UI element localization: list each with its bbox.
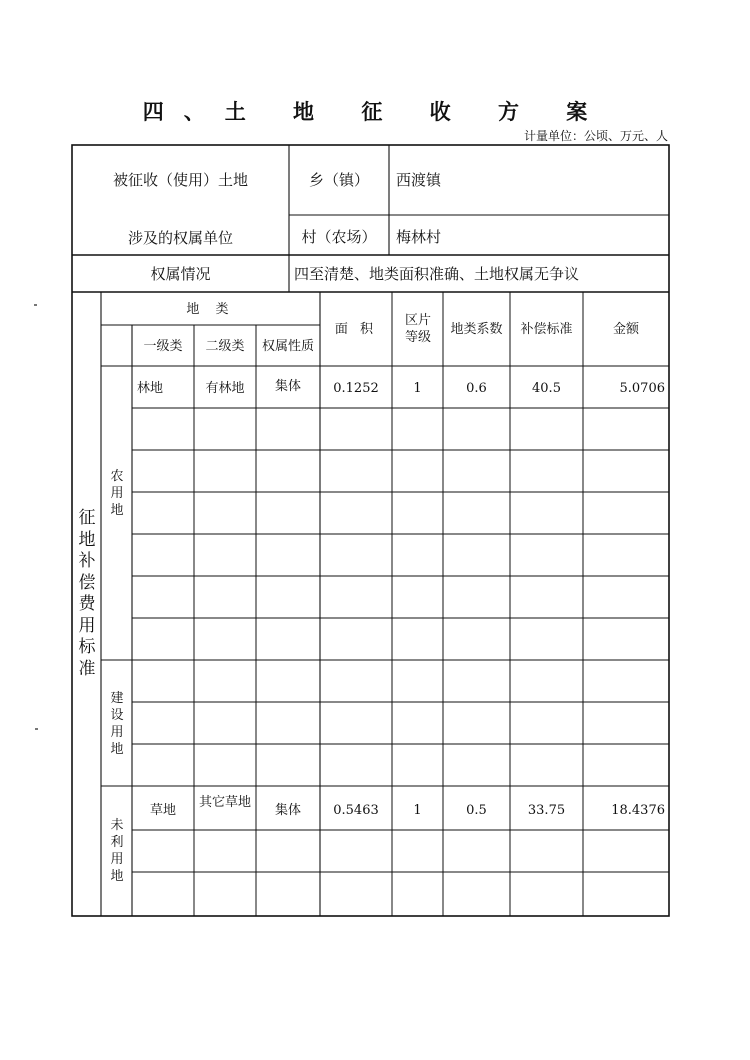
row1-level2: 有林地 — [205, 381, 245, 396]
level1-header: 一级类 — [143, 339, 183, 354]
row2-zone: 1 — [413, 803, 422, 818]
land-type-header: 地 类 — [186, 302, 235, 317]
owner-unit-label: 涉及的权属单位 — [127, 229, 233, 247]
std-header: 补偿标准 — [520, 322, 573, 337]
row1-std: 40.5 — [532, 381, 561, 396]
row1-coef: 0.6 — [466, 381, 487, 396]
row2-area: 0.5463 — [333, 803, 379, 818]
ownership-value: 四至清楚、地类面积准确、土地权属无争议 — [294, 265, 580, 283]
row2-std: 33.75 — [527, 803, 566, 818]
area-header: 面 积 — [334, 322, 378, 337]
town-value: 西渡镇 — [396, 171, 442, 189]
row2-level2: 其它草地 — [198, 795, 251, 810]
village-value: 梅林村 — [396, 228, 442, 246]
row1-zone: 1 — [413, 381, 422, 396]
row1-area: 0.1252 — [333, 381, 379, 396]
row2-coef: 0.5 — [466, 803, 487, 818]
group-unused-label: 未利用地 — [110, 818, 124, 884]
scan-speck — [34, 304, 37, 306]
group-farm-label: 农用地 — [110, 469, 124, 518]
ownership-label: 权属情况 — [150, 265, 211, 283]
level2-header: 二级类 — [205, 339, 245, 354]
land-label: 被征收（使用）土地 — [112, 171, 248, 189]
coef-header: 地类系数 — [450, 322, 503, 337]
village-label: 村（农场） — [301, 228, 377, 246]
town-label: 乡（镇） — [308, 171, 369, 189]
row2-amount: 18.4376 — [611, 803, 665, 818]
row1-nature: 集体 — [274, 379, 301, 394]
zone-header: 区片等级 — [404, 313, 431, 345]
side-label: 征地补偿费用标准 — [78, 508, 96, 679]
document-title: 四、土 地 征 收 方 案 — [142, 100, 608, 124]
row2-nature: 集体 — [274, 803, 301, 818]
unit-note: 计量单位：公顷、万元、人 — [523, 129, 668, 143]
row1-amount: 5.0706 — [619, 381, 665, 396]
row2-level1: 草地 — [149, 803, 176, 818]
nature-header: 权属性质 — [261, 339, 314, 354]
group-build-label: 建设用地 — [110, 691, 124, 757]
scan-speck — [35, 728, 38, 730]
amount-header: 金额 — [612, 322, 639, 337]
row1-level1: 林地 — [137, 381, 164, 396]
